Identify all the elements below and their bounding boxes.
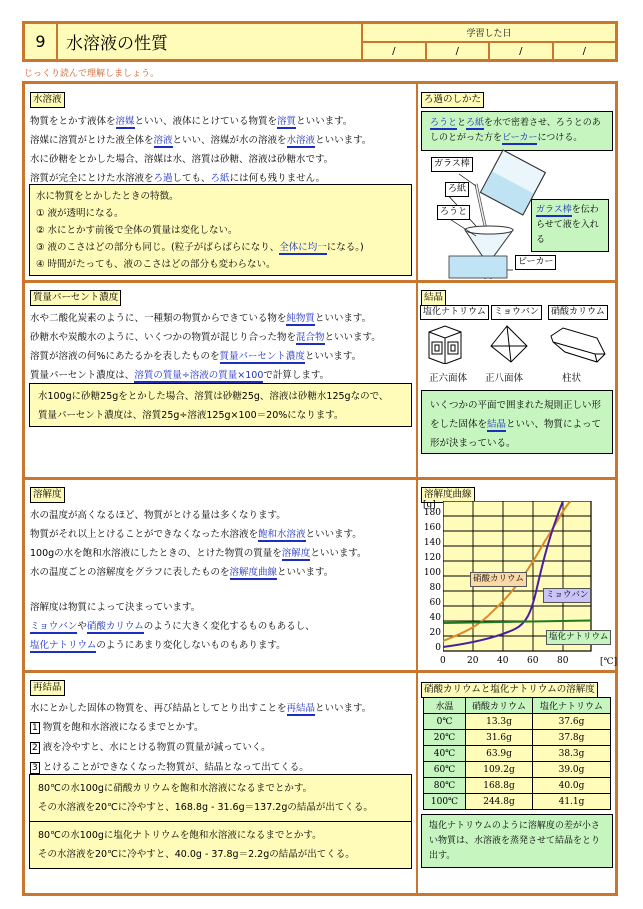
section-tag: 溶解度曲線 [421, 487, 475, 503]
x-tick: 0 [440, 656, 446, 666]
keyword-funnel: ろうと [430, 118, 458, 128]
prism-crystal-icon [551, 328, 605, 362]
example-line: 水100gに砂糖25gをとかした場合、溶質は砂糖25g、溶液は砂糖水125gなので、 [38, 391, 389, 402]
text: といい、液体にとけている物質を [134, 116, 278, 127]
text: 物質がそれ以上とけることができなくなった水溶液を [30, 529, 259, 540]
section-tag: 硝酸カリウムと塩化ナトリウムの溶解度 [421, 682, 598, 698]
keyword-potassium-nitrate: 硝酸カリウム [86, 621, 144, 632]
section-tag: ろ過のしかた [421, 92, 484, 108]
column-header: 水温 [424, 698, 466, 714]
keyword-filtration: ろ過 [153, 173, 173, 184]
crystal-note [421, 390, 613, 454]
text: を伝わらせて液を入れる [536, 205, 599, 245]
y-tick: 20 [429, 628, 441, 638]
label-funnel: ろうと [437, 205, 470, 220]
y-axis-ticks [421, 506, 441, 656]
feature-item: ② 水にとかす前後で全体の質量は変化しない。 [36, 225, 238, 236]
keyword-pure-substance: 純物質 [286, 313, 315, 324]
filtration-tip [531, 199, 609, 252]
x-tick: 20 [467, 656, 479, 666]
keyword-saturated-solution: 飽和水溶液 [258, 529, 306, 540]
label-beaker: ビーカー [515, 255, 556, 270]
x-tick: 40 [497, 656, 509, 666]
cell: 39.0g [533, 762, 611, 778]
keyword-alum: ミョウバン [30, 621, 78, 632]
text: には何も残りません。 [229, 173, 326, 184]
study-date-table [363, 24, 615, 59]
cell: 40.0g [533, 778, 611, 794]
crystal-name-alum: ミョウバン [491, 305, 542, 320]
y-tick: 60 [429, 598, 441, 608]
text: につける。 [537, 133, 583, 143]
label-filter-paper: ろ紙 [445, 182, 469, 197]
column-header: 硝酸カリウム [466, 698, 533, 714]
text: と [457, 118, 467, 128]
section-solubility [30, 482, 367, 655]
cell: 109.2g [466, 762, 533, 778]
recrystal-example-nacl [29, 821, 412, 869]
step-number: 3 [32, 763, 38, 773]
concentration-example-box [29, 383, 412, 427]
text: 水の温度が高くなるほど、物質がとける量は多くなります。 [30, 510, 286, 521]
table-row [424, 746, 611, 762]
keyword-aqueous-solution: 水溶液 [286, 135, 316, 146]
text: といいます。 [277, 567, 334, 578]
text: といいます。 [315, 703, 372, 714]
text: や [77, 621, 87, 632]
crystal-name-nacl: 塩化ナトリウム [420, 305, 489, 320]
section-tag: 結晶 [421, 290, 446, 306]
table-row [424, 730, 611, 746]
cell: 13.3g [466, 714, 533, 730]
example-line: 80℃の水100gに硝酸カリウムを飽和水溶液になるまでとかす。 [38, 783, 313, 794]
feature-item: ④ 時間がたっても、液のこさはどの部分も変わらない。 [36, 259, 276, 270]
feature-item: ③ 液のこさはどの部分も同じ。(粒子がばらばらになり、 [36, 242, 280, 253]
table-header-row [424, 698, 611, 714]
text: 水や二酸化炭素のように、一種類の物質からできている物を [30, 313, 287, 324]
row-divider [25, 280, 615, 283]
instruction-text: じっくり読んで理解しましょう。 [24, 69, 160, 79]
text: といいます。 [305, 529, 362, 540]
shape-label-octahedron: 正八面体 [485, 373, 524, 384]
text: 溶質が完全にとけた水溶液を [30, 173, 154, 184]
table-row [424, 794, 611, 810]
solubility-table [423, 697, 611, 810]
text: を水で密着させ、ろうとのあしのとがった方を [430, 118, 601, 143]
y-tick: 0 [435, 643, 441, 653]
text: 水に砂糖をとかした場合、溶媒は水、溶質は砂糖、溶液は砂糖水です。 [30, 154, 334, 165]
content-frame [22, 81, 618, 896]
section-tag: 質量パーセント濃度 [30, 290, 121, 306]
example-line: その水溶液を20℃に冷やすと、168.8g - 31.6g＝137.2gの結晶が出てくる。 [38, 802, 373, 813]
cell: 20℃ [424, 730, 466, 746]
date-slot-3[interactable]: / [490, 43, 554, 59]
text: で計算します。 [263, 370, 330, 381]
cell: 60℃ [424, 762, 466, 778]
row-divider [25, 670, 615, 673]
legend-nacl: 塩化ナトリウム [546, 630, 611, 645]
step-number: 2 [32, 743, 38, 753]
date-slot-4[interactable]: / [582, 45, 586, 57]
keyword-formula: 溶質の質量÷溶液の質量×100 [134, 370, 264, 381]
keyword-filter-paper: ろ紙 [466, 118, 485, 128]
text: しても、 [172, 173, 211, 184]
legend-kno3: 硝酸カリウム [470, 572, 527, 587]
text: になる。) [326, 242, 364, 253]
keyword-solvent: 溶媒 [115, 116, 135, 127]
keyword-sodium-chloride: 塩化ナトリウム [30, 640, 97, 651]
keyword-solution: 溶液 [153, 135, 173, 146]
step-item [30, 738, 371, 758]
keyword-uniform: 全体に均一 [279, 242, 327, 253]
cell: 38.3g [533, 746, 611, 762]
keyword-solubility: 溶解度 [281, 548, 311, 559]
x-tick: 80 [557, 656, 569, 666]
text: 水にとかした固体の物質を、再び結晶としてとり出すことを [30, 703, 287, 714]
cell: 0℃ [424, 714, 466, 730]
cell: 31.6g [466, 730, 533, 746]
y-tick: 140 [423, 538, 441, 548]
table-row [424, 778, 611, 794]
text: 物質をとかす液体を [30, 116, 116, 127]
label-glass-rod: ガラス棒 [431, 157, 473, 172]
shape-label-columnar: 柱状 [562, 373, 582, 384]
text: 溶媒に溶質がとけた液全体を [30, 135, 154, 146]
y-tick: 180 [423, 508, 441, 518]
keyword-glass-rod: ガラス棒 [536, 205, 572, 215]
keyword-beaker: ビーカー [502, 133, 538, 143]
text: といいます。 [315, 135, 372, 146]
octahedron-crystal-icon [491, 326, 527, 362]
y-axis-unit: [g] [423, 500, 436, 510]
section-recrystallization [30, 675, 371, 778]
cell: 40℃ [424, 746, 466, 762]
study-date-label: 学習した日 [363, 24, 615, 43]
text: といい、溶媒が水の溶液を [172, 135, 287, 146]
x-tick: 60 [527, 656, 539, 666]
worksheet-header [22, 21, 618, 62]
cell: 37.8g [533, 730, 611, 746]
keyword-solubility-curve: 溶解度曲線 [229, 567, 278, 578]
recrystal-example-kno3 [29, 774, 412, 822]
keyword-mixture: 混合物 [296, 332, 325, 343]
step-text: とけることができなくなった物質が、結晶となって出てくる。 [42, 762, 309, 773]
cell: 100℃ [424, 794, 466, 810]
example-line: 質量パーセント濃度は、溶質25g÷溶液125g×100＝20%になります。 [38, 410, 344, 421]
lesson-number: 9 [25, 24, 58, 59]
table-note: 塩化ナトリウムのように溶解度の差が小さい物質は、水溶液を蒸発させて結晶をとり出す。 [421, 814, 613, 868]
text: といいます。 [314, 313, 372, 324]
shape-label-cube: 正六面体 [429, 373, 468, 384]
cell: 168.8g [466, 778, 533, 794]
column-header: 塩化ナトリウム [533, 698, 611, 714]
cell: 244.8g [466, 794, 533, 810]
y-tick: 160 [423, 523, 441, 533]
cell: 37.6g [533, 714, 611, 730]
row-divider [25, 477, 615, 480]
date-slot-1[interactable]: / [363, 43, 427, 59]
text: 水の温度ごとの溶解度をグラフに表したものを [30, 567, 230, 578]
cell: 63.9g [466, 746, 533, 762]
section-solubility-table [421, 677, 598, 698]
y-tick: 100 [423, 568, 441, 578]
text: といいます。 [304, 351, 362, 362]
text: のようにあまり変化しないものもあります。 [96, 640, 286, 651]
keyword-recrystallization: 再結晶 [286, 703, 316, 714]
section-concentration [30, 285, 381, 385]
keyword-crystal: 結晶 [487, 419, 507, 430]
y-tick: 40 [429, 613, 441, 623]
section-tag: 再結晶 [30, 680, 65, 696]
cell: 41.1g [533, 794, 611, 810]
cube-crystal-icon [429, 326, 461, 364]
keyword-mass-percent: 質量パーセント濃度 [219, 351, 305, 362]
features-box [29, 184, 412, 276]
example-line: その水溶液を20℃に冷やすと、40.0g - 37.8g＝2.2gの結晶が出てくる。 [38, 849, 355, 860]
keyword-solute: 溶質 [277, 116, 297, 127]
text: といいます。 [296, 116, 353, 127]
cell: 80℃ [424, 778, 466, 794]
text: 溶質が溶液の何%にあたるかを表したものを [30, 351, 220, 362]
keyword-filter-paper: ろ紙 [210, 173, 230, 184]
section-crystal [421, 285, 613, 306]
y-tick: 80 [429, 583, 441, 593]
crystal-name-kno3: 硝酸カリウム [548, 305, 608, 320]
text: 質量パーセント濃度は、 [30, 370, 135, 381]
section-aqueous-solution [30, 87, 371, 188]
page-title: 水溶液の性質 [58, 24, 363, 59]
example-line: 80℃の水100gに塩化ナトリウムを飽和水溶液になるまでとかす。 [38, 830, 322, 841]
table-row [424, 762, 611, 778]
text: といいます。 [324, 332, 381, 343]
legend-alum: ミョウバン [543, 588, 591, 603]
step-number: 1 [32, 723, 38, 733]
section-tag: 溶解度 [30, 487, 65, 503]
text: 溶解度は物質によって決まっています。 [30, 602, 201, 613]
section-filtration [421, 87, 613, 151]
crystal-shapes [421, 324, 613, 364]
date-slot-2[interactable]: / [427, 43, 491, 59]
step-text: 液を冷やすと、水にとける物質の質量が減っていく。 [42, 742, 271, 753]
section-tag: 水溶液 [30, 92, 65, 108]
step-text: 物質を飽和水溶液になるまでとかす。 [42, 722, 204, 733]
text: 砂糖水や炭酸水のように、いくつかの物質が混じり合った物を [30, 332, 297, 343]
features-title: 水に物質をとかしたときの特徴。 [36, 191, 179, 202]
feature-item: ① 液が透明になる。 [36, 208, 124, 219]
text: 100gの水を飽和水溶液にしたときの、とけた物質の質量を [30, 548, 282, 559]
text: といい、物質によって形が決まっている。 [430, 419, 602, 449]
text: といいます。 [310, 548, 367, 559]
column-divider [416, 84, 418, 893]
step-item [30, 718, 371, 738]
y-tick: 120 [423, 553, 441, 563]
text: いくつかの平面で囲まれた規則正しい形をした固体を [430, 400, 602, 430]
table-row [424, 714, 611, 730]
x-axis-unit: [℃] [600, 657, 618, 667]
text: のように大きく変化するものもあるし、 [143, 621, 315, 632]
